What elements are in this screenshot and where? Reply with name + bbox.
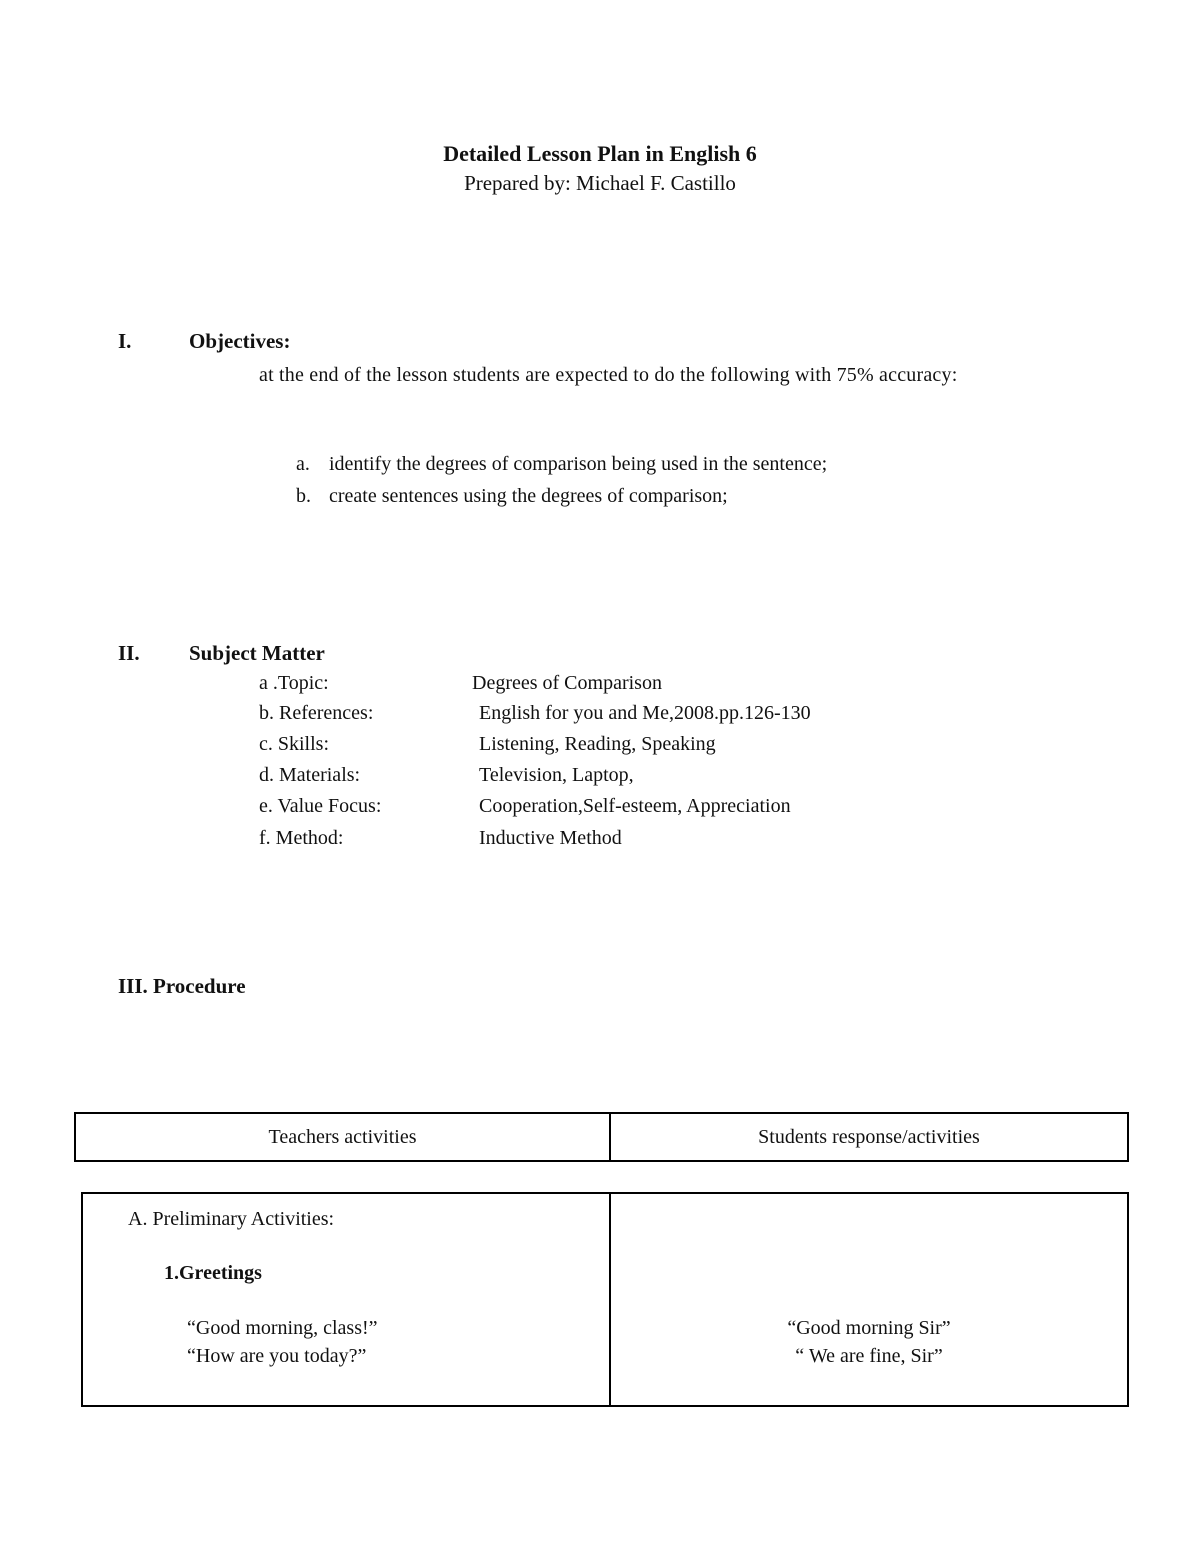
teacher-column xyxy=(83,1194,611,1405)
subject-matter-value: Television, Laptop, xyxy=(479,764,634,786)
objectives-heading: Objectives: xyxy=(189,329,291,353)
student-line: “ We are fine, Sir” xyxy=(795,1345,943,1367)
objectives-intro: at the end of the lesson students are expected to do the following with 75% accuracy: xyxy=(259,364,958,386)
objective-item: create sentences using the degrees of comparison; xyxy=(329,485,728,507)
preliminary-activities-heading: A. Preliminary Activities: xyxy=(128,1208,335,1230)
subject-matter-value: English for you and Me,2008.pp.126-130 xyxy=(479,702,811,724)
procedure-table-body xyxy=(81,1192,1129,1407)
subject-matter-value: Cooperation,Self-esteem, Appreciation xyxy=(479,795,791,817)
teacher-activities-header: Teachers activities xyxy=(76,1114,611,1160)
subject-matter-label: b. References: xyxy=(259,702,374,724)
document-title: Detailed Lesson Plan in English 6 xyxy=(443,141,757,166)
subject-matter-label: d. Materials: xyxy=(259,764,361,786)
procedure-heading: III. Procedure xyxy=(118,974,246,998)
objective-item: identify the degrees of comparison being used in the sentence; xyxy=(329,453,828,475)
student-line: “Good morning Sir” xyxy=(787,1317,951,1339)
subject-matter-label: e. Value Focus: xyxy=(259,795,382,817)
student-column xyxy=(611,1194,1127,1405)
teacher-line: “How are you today?” xyxy=(187,1345,367,1367)
subject-matter-label: f. Method: xyxy=(259,827,344,849)
objective-letter: a. xyxy=(296,453,310,475)
subject-matter-label: c. Skills: xyxy=(259,733,330,755)
subject-matter-value: Inductive Method xyxy=(479,827,622,849)
subject-matter-value: Degrees of Comparison xyxy=(472,672,662,694)
student-response-header: Students response/activities xyxy=(758,1125,980,1148)
prepared-by: Prepared by: Michael F. Castillo xyxy=(464,171,736,195)
objective-letter: b. xyxy=(296,485,311,507)
section-number-objectives: I. xyxy=(118,329,132,353)
subject-matter-label: a .Topic: xyxy=(259,672,329,694)
greetings-heading: 1.Greetings xyxy=(164,1262,262,1284)
teacher-line: “Good morning, class!” xyxy=(187,1317,378,1339)
subject-matter-value: Listening, Reading, Speaking xyxy=(479,733,716,755)
procedure-table-header xyxy=(74,1112,1129,1162)
subject-matter-heading: Subject Matter xyxy=(189,641,325,665)
section-number-subject-matter: II. xyxy=(118,641,140,665)
